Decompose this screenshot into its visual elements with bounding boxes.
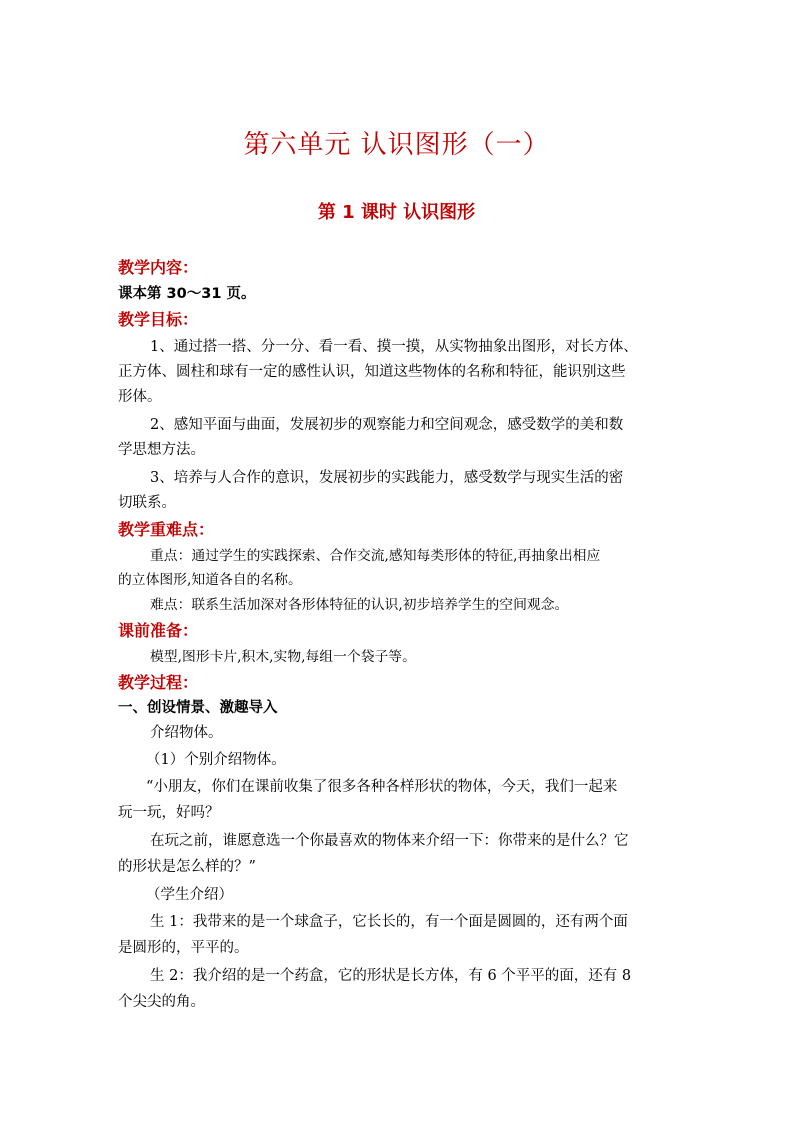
goal-2-line-1: 2、感知平面与曲面，发展初步的观察能力和空间观念，感受数学的美和数 (150, 417, 624, 433)
student-1-line-1: 生 1：我带来的是一个球盒子，它长长的，有一个面是圆圆的，还有两个面 (150, 914, 628, 930)
key-point-line-1: 重点：通过学生的实践探索、合作交流,感知每类形体的特征,再抽象出相应 (150, 548, 601, 564)
student-2-line-1: 生 2：我介绍的是一个药盒，它的形状是长方体，有 6 个平平的面，还有 8 (150, 968, 632, 984)
process-heading: 教学过程： (118, 673, 199, 692)
difficult-point: 难点：联系生活加深对各形体特征的认识,初步培养学生的空间观念。 (150, 597, 569, 613)
quote-line-1: “小朋友，你们在课前收集了很多各种各样形状的物体，今天，我们一起来 (146, 779, 618, 795)
student-intro: （学生介绍） (146, 887, 233, 903)
content-text: 课本第 30～31 页。 (118, 286, 256, 302)
goal-1-line-2: 正方体、圆柱和球有一定的感性认识，知道这些物体的名称和特征，能识别这些 (118, 364, 626, 380)
quote-2-line-1: 在玩之前，谁愿意选一个你最喜欢的物体来介绍一下：你带来的是什么？它 (150, 833, 629, 849)
goals-heading: 教学目标： (118, 310, 199, 329)
intro-text: 介绍物体。 (150, 725, 223, 741)
content-heading: 教学内容： (118, 258, 199, 277)
key-point-line-2: 的立体图形,知道各自的名称。 (118, 572, 302, 588)
sub-step-1: （1）个别介绍物体。 (146, 752, 286, 768)
quote-2-line-2: 的形状是怎么样的？” (118, 859, 256, 875)
lesson-subtitle: 第 1 课时 认识图形 (317, 202, 476, 223)
goal-3-line-1: 3、培养与人合作的意识，发展初步的实践能力，感受数学与现实生活的密 (150, 470, 624, 486)
goal-1-line-3: 形体。 (118, 389, 162, 405)
unit-title: 第六单元 认识图形（一） (243, 130, 550, 160)
keypoints-heading: 教学重难点： (118, 520, 215, 539)
step-1-heading: 一、创设情景、激趣导入 (118, 700, 278, 716)
student-2-line-2: 个尖尖的角。 (118, 994, 205, 1010)
prep-text: 模型,图形卡片,积木,实物,每组一个袋子等。 (150, 649, 416, 665)
goal-1-line-1: 1、通过搭一搭、分一分、看一看、摸一摸，从实物抽象出图形，对长方体、 (150, 339, 638, 355)
goal-2-line-2: 学思想方法。 (118, 442, 205, 458)
prep-heading: 课前准备： (118, 621, 199, 640)
quote-line-2: 玩一玩，好吗？ (118, 805, 220, 821)
goal-3-line-2: 切联系。 (118, 495, 176, 511)
student-1-line-2: 是圆形的，平平的。 (118, 940, 249, 956)
